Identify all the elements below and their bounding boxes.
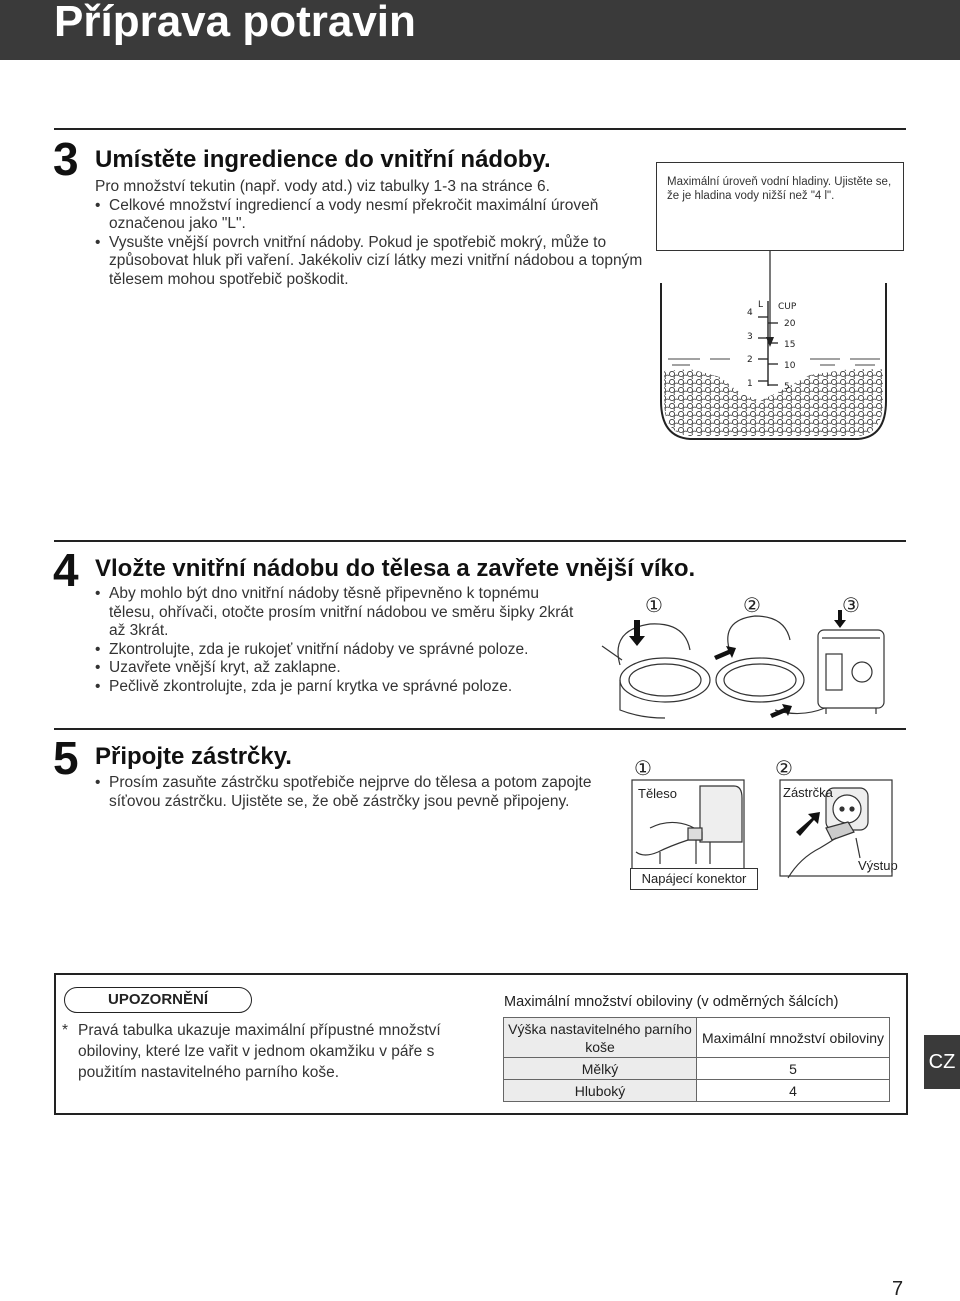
insert-pot-illustration: [600, 610, 892, 722]
step4-bullet: • Uzavřete vnější kryt, až zaklapne.: [95, 659, 585, 678]
caution-body: Pravá tabulka ukazuje maximální přípustné množství obiloviny, které lze vařit v jednom okamžiku v páře s použitím nastavitelného parního koše.: [78, 1022, 441, 1081]
step5-bullet: • Prosím zasuňte zástrčku spotřebiče nejprve do tělesa a potom zapojte síťovou zástrčku. Ujistěte se, že obě zástrčky jsou pevně připojeny.: [95, 774, 605, 811]
scale-right-mark: 20: [784, 319, 796, 329]
callout-text: Maximální úroveň vodní hladiny. Ujistěte se, že je hladina vody nižší než "4 l".: [667, 176, 892, 202]
step4-bullet: • Zkontrolujte, zda je rukojeť vnitřní nádoby ve správné poloze.: [95, 641, 585, 660]
caution-badge: UPOZORNĚNÍ: [64, 987, 252, 1013]
step3-divider: [54, 128, 906, 130]
step4-bullets: [95, 585, 585, 696]
step4-title: Vložte vnitřní nádobu do tělesa a zavřete vnější víko.: [95, 555, 696, 582]
connector-label: Napájecí konektor: [630, 868, 758, 890]
step5-number: 5: [53, 732, 77, 784]
step4-divider: [54, 540, 906, 542]
caution-text: [62, 1020, 492, 1083]
water-level-callout: [656, 162, 904, 251]
caution-star: *: [62, 1022, 69, 1039]
table-cell: 5: [697, 1058, 890, 1080]
scale-right-label: CUP: [778, 302, 797, 312]
scale-left-mark: 4: [747, 308, 753, 318]
inner-pot-illustration: [660, 251, 890, 463]
step4-figure-2-label: ②: [743, 595, 761, 617]
step3-bullet: • Vysušte vnější povrch vnitřní nádoby. Pokud je spotřebič mokrý, může to způsobovat hluk při vaření. Jakékoliv cizí látky mezi vnitřní nádobou a topným tělesem mohou spotřebič poškodit.: [95, 234, 645, 290]
step5-title: Připojte zástrčky.: [95, 743, 292, 770]
step5-divider: [54, 728, 906, 730]
grain-table-header-cell: Maximální množství obiloviny: [697, 1018, 890, 1058]
step3-intro: Pro množství tekutin (např. vody atd.) viz tabulky 1-3 na stránce 6.: [95, 178, 550, 195]
scale-right-mark: 15: [784, 340, 796, 350]
scale-right-mark: 5: [784, 382, 790, 392]
scale-left-label: L: [758, 300, 764, 310]
grain-table-header: [504, 1018, 890, 1058]
page-header: [0, 0, 960, 60]
step5-figure-1-number: ①: [634, 758, 652, 780]
scale-left-mark: 3: [747, 332, 753, 342]
table-cell: Hluboký: [504, 1080, 697, 1102]
step3-number: 3: [53, 133, 77, 185]
table-row: [504, 1058, 890, 1080]
table-cell: Mělký: [504, 1058, 697, 1080]
step3-bullet: • Celkové množství ingrediencí a vody nesmí překročit maximální úroveň označenou jako "L".: [95, 197, 645, 234]
plug-label: Zástrčka: [783, 785, 833, 800]
step4-number: 4: [53, 544, 77, 596]
grain-table-title: Maximální množství obiloviny (v odměrných šálcích): [504, 994, 839, 1010]
page-number: 7: [892, 1278, 904, 1300]
page-title: Příprava potravin: [54, 0, 416, 46]
scale-left-mark: 2: [747, 355, 753, 365]
step3-title: Umístěte ingredience do vnitřní nádoby.: [95, 146, 551, 173]
step4-bullet: • Pečlivě zkontrolujte, zda je parní krytka ve správné poloze.: [95, 678, 585, 697]
grain-table: [503, 1017, 890, 1102]
table-cell: 4: [697, 1080, 890, 1102]
step4-figure-1-label: ①: [645, 595, 663, 617]
step4-figure-3-label: ③: [842, 595, 860, 617]
step5-figure-2-number: ②: [775, 758, 793, 780]
step5-bullets: [95, 774, 605, 811]
step3-bullets: [95, 197, 655, 290]
language-tab: CZ: [924, 1035, 960, 1089]
body-label: Těleso: [638, 786, 678, 801]
step3-body: [95, 178, 655, 289]
outlet-label: Výstup: [858, 858, 898, 873]
step4-body: [95, 585, 585, 696]
step5-body: [95, 774, 605, 811]
grain-table-header-cell: Výška nastavitelného parního koše: [504, 1018, 697, 1058]
step4-bullet: • Aby mohlo být dno vnitřní nádoby těsně připevněno k topnému tělesu, ohřívači, otočte prosím vnitřní nádobou ve směru šipky 2krát až 3krát.: [95, 585, 585, 641]
scale-right-mark: 10: [784, 361, 796, 371]
table-row: [504, 1080, 890, 1102]
scale-left-mark: 1: [747, 379, 753, 389]
